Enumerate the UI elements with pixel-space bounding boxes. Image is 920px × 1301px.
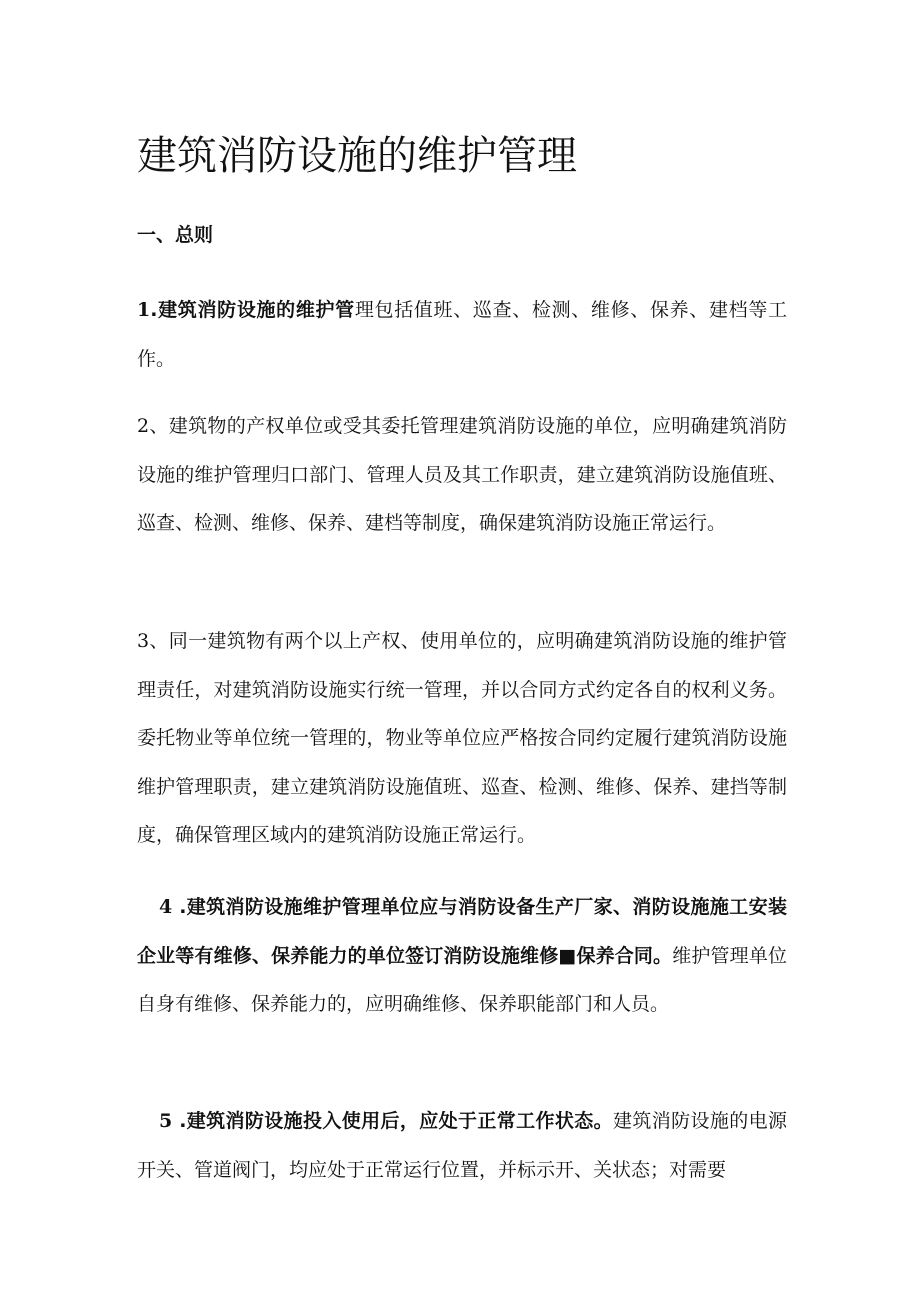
section-heading: 一、总则 <box>137 224 214 246</box>
item-bold-text: .建筑消防设施的维护管 <box>150 299 355 321</box>
item-number: 4 <box>159 896 173 918</box>
paragraph-item-2 <box>137 402 787 548</box>
item-text: 、建筑物的产权单位或受其委托管理建筑消防设施的单位，应明确建筑消防设施的维护管理归口部门、管理人员及其工作职责，建立建筑消防设施值班、巡查、检测、维修、保养、建档等制度，确保建筑消防设施正常运行。 <box>137 415 787 534</box>
paragraph-item-1 <box>137 286 787 383</box>
item-number: 2 <box>137 415 150 437</box>
item-bold-text: .建筑消防设施投入使用后，应处于正常工作状态。 <box>172 1110 613 1132</box>
item-text: 理包括值班、巡查、检测、维修、保养、建档等工作。 <box>137 299 787 370</box>
paragraph-item-4 <box>137 883 787 1029</box>
item-text: 维护管理单位自身有维修、保养能力的，应明确维修、保养职能部门和人员。 <box>137 944 787 1015</box>
item-bold-text: .建筑消防设施维护管理单位应与消防设备生产厂家、消防设施施工安装企业等有维修、保养能力的单位签订消防设施维修■保养合同。 <box>137 896 787 967</box>
item-number: 1 <box>137 299 151 321</box>
item-number: 3 <box>137 630 150 652</box>
item-number: 5 <box>159 1110 173 1132</box>
document-title: 建筑消防设施的维护管理 <box>137 133 577 179</box>
paragraph-item-3 <box>137 617 787 860</box>
item-text: 建筑消防设施的电源开关、管道阀门，均应处于正常运行位置，并标示开、关状态；对需要 <box>137 1110 787 1181</box>
paragraph-item-5 <box>137 1097 787 1194</box>
item-text: 、同一建筑物有两个以上产权、使用单位的，应明确建筑消防设施的维护管理责任，对建筑消防设施实行统一管理，并以合同方式约定各自的权利义务。委托物业等单位统一管理的，物业等单位应严格按合同约定履行建筑消防设施维护管理职责，建立建筑消防设施值班、巡查、检测、维修、保养、建挡等制度，确保管理区域内的建筑消防设施正常运行。 <box>137 630 787 846</box>
